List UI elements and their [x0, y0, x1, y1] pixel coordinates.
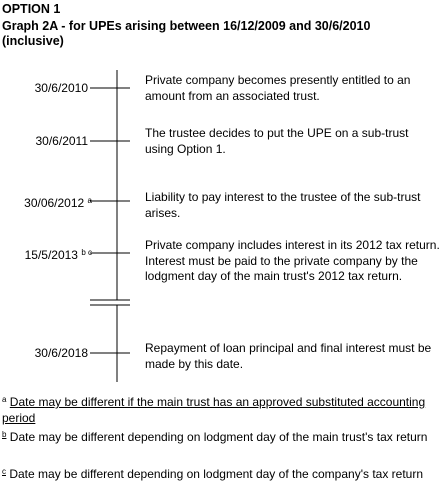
footnote-text: Date may be different if the main trust has an approved substituted accounting period [2, 395, 426, 425]
footnote-marker: a [87, 196, 92, 205]
event-date [25, 246, 92, 262]
footnote-text: Date may be different depending on lodgment day of the main trust's tax return [9, 430, 428, 444]
event-date [36, 134, 89, 148]
event-date [24, 194, 92, 210]
footnote-text: Date may be different depending on lodgment day of the company's tax return [9, 467, 424, 481]
event-description: Liability to pay interest to the trustee of the sub-trust arises. [145, 190, 421, 220]
event-description: Private company includes interest in its 2012 tax return. Interest must be paid to the private company by the lodgment day of the main trust's 2012 tax return. [145, 238, 440, 283]
event-description: Repayment of loan principal and final interest must be made by this date. [145, 341, 432, 371]
header-title: OPTION 1 [2, 2, 61, 16]
graph-qualifier: (inclusive) [2, 34, 64, 48]
event-date-text: 30/06/2012 [24, 196, 85, 210]
event-date-text: 30/6/2010 [34, 81, 88, 95]
event-date-text: 30/6/2018 [34, 346, 88, 360]
event-date [35, 81, 88, 95]
event-description: Private company becomes presently entitled to an amount from an associated trust. [145, 73, 411, 103]
footnote-b [2, 427, 442, 446]
footnote-a [2, 392, 442, 426]
footnote-marker: c [2, 467, 6, 476]
footnote-marker: a [2, 395, 7, 404]
graph-label: Graph 2A - for UPEs arising between 16/12/2009 and 30/6/2010 [2, 19, 371, 33]
footnote-marker: b [2, 430, 7, 439]
footnote-marker: b c [81, 248, 92, 257]
event-date-text: 15/5/2013 [24, 248, 78, 262]
event-description: The trustee decides to put the UPE on a sub-trust using Option 1. [145, 126, 409, 156]
footnote-c [2, 464, 442, 483]
event-date-text: 30/6/2011 [35, 134, 88, 148]
event-date [35, 346, 88, 360]
